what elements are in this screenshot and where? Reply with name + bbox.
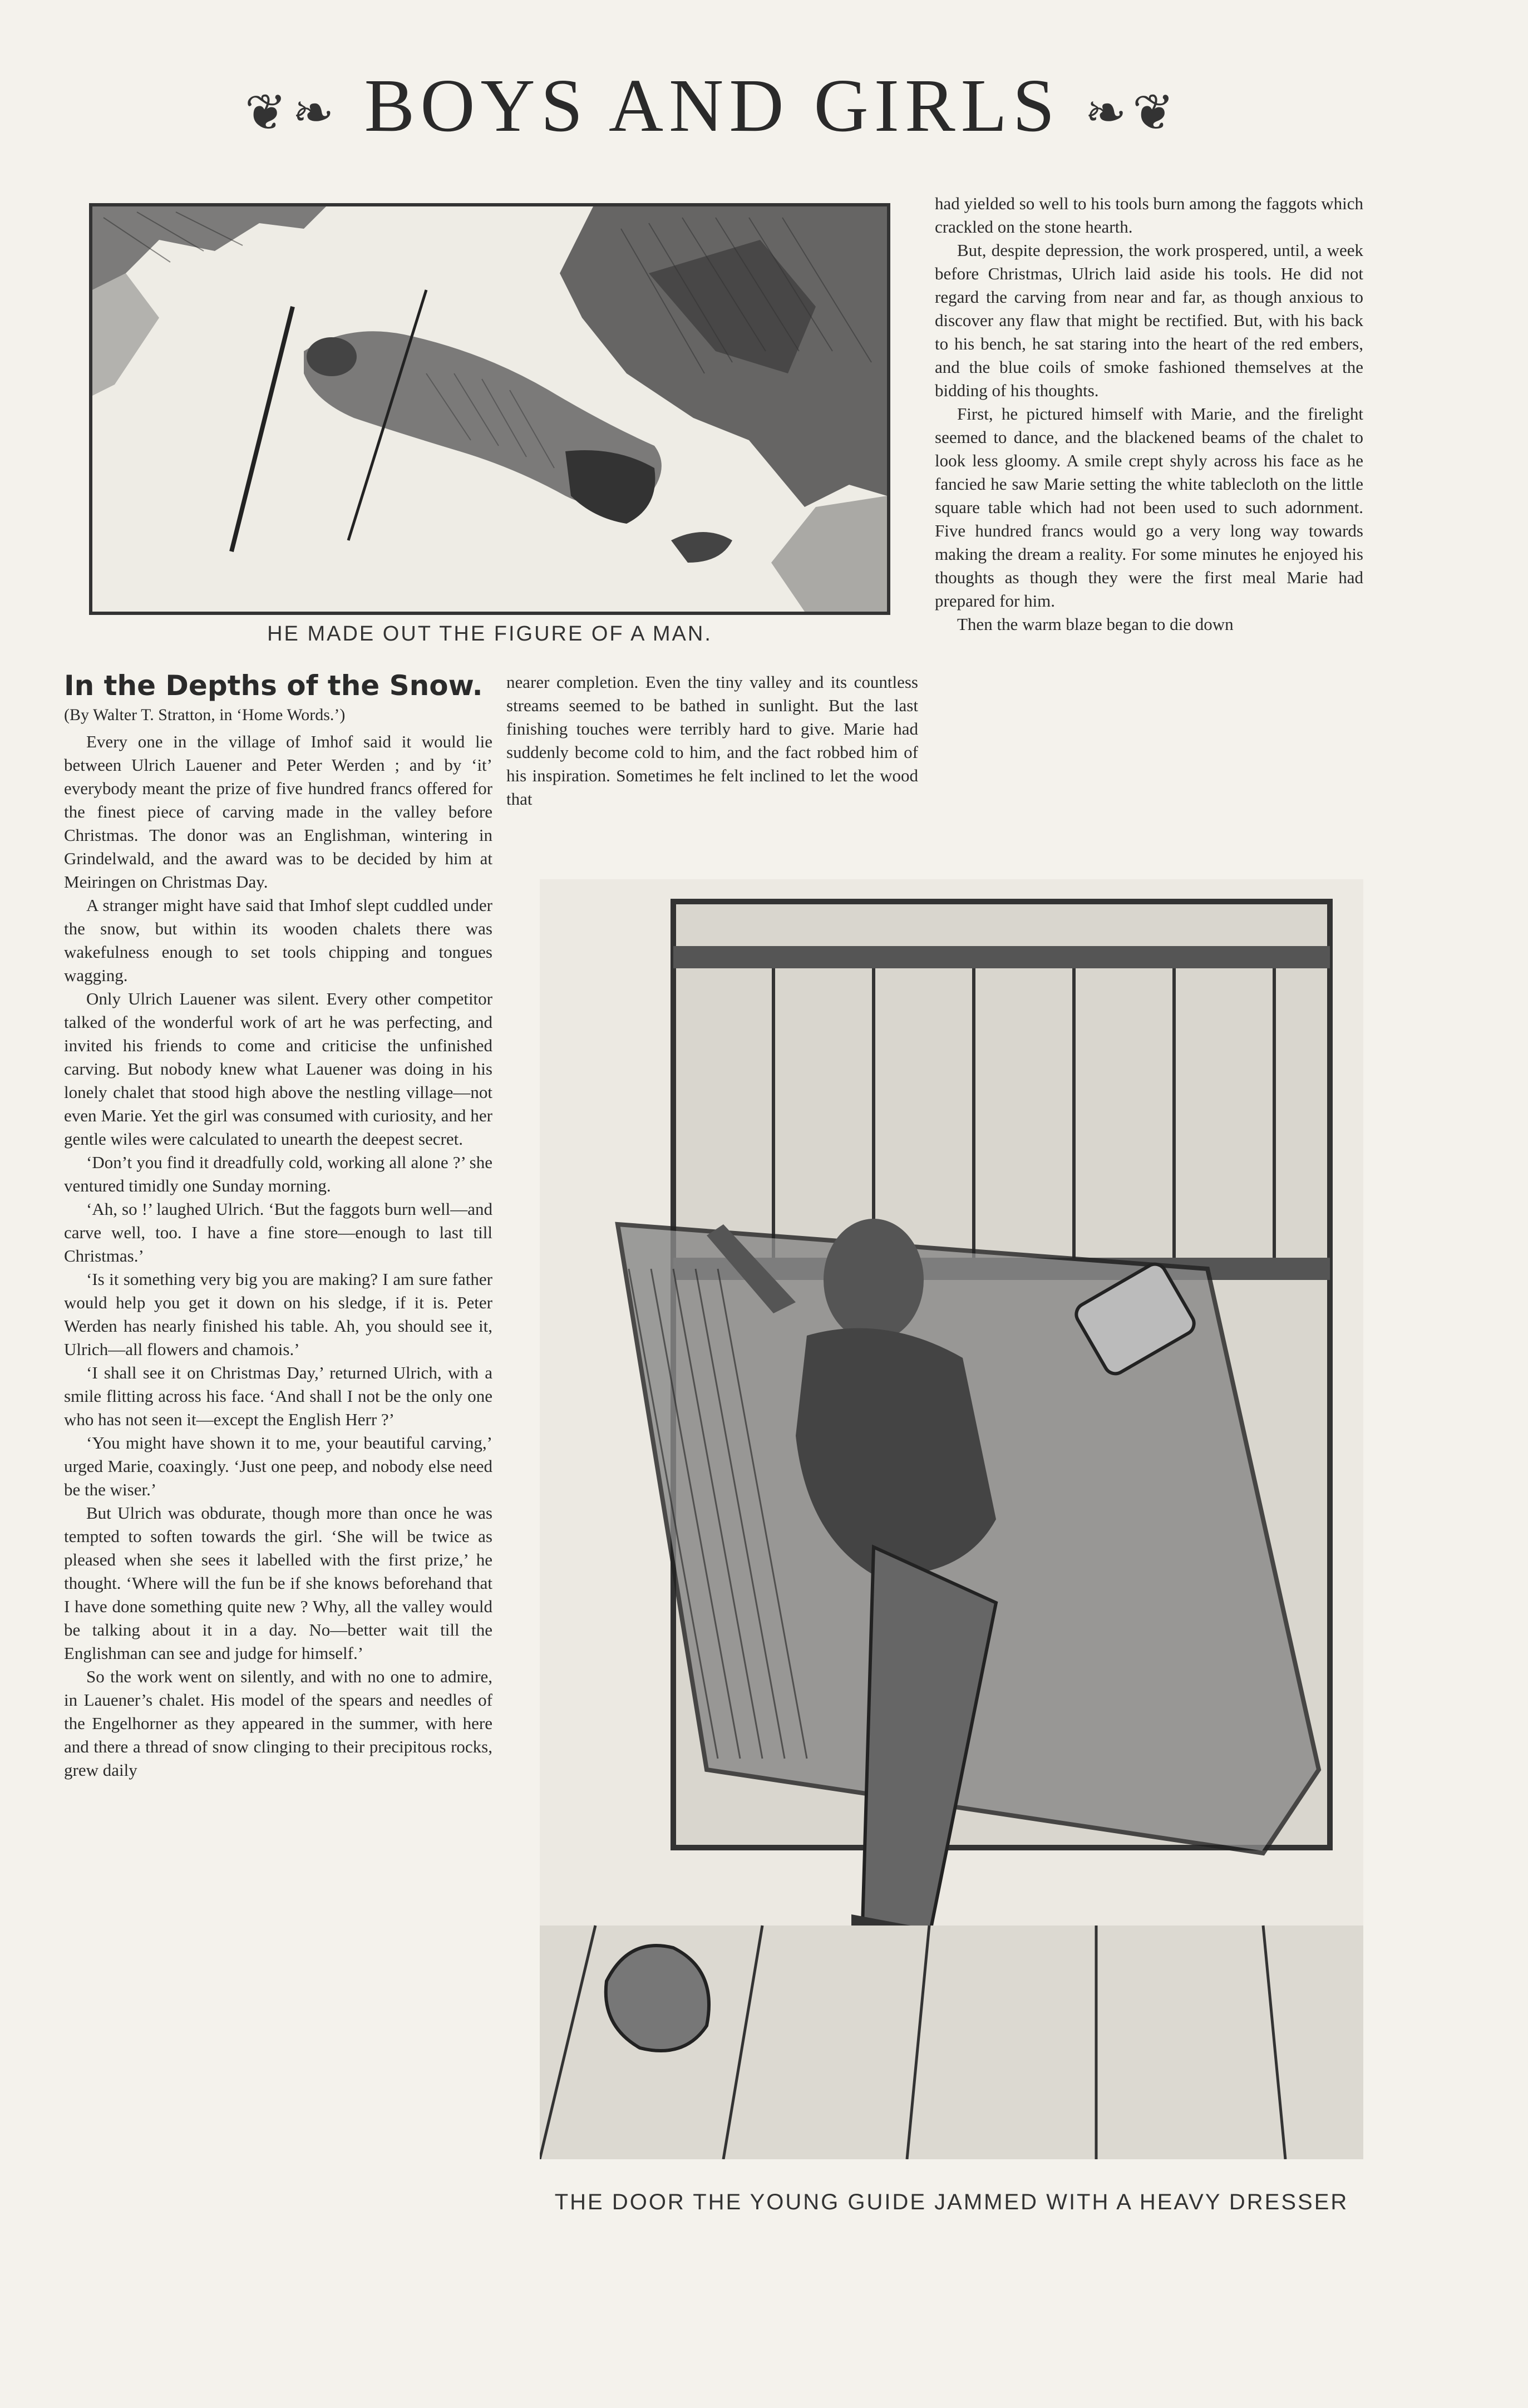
masthead-title: BOYS AND GIRLS [364,64,1061,147]
article-headline: In the Depths of the Snow. [64,669,483,702]
paragraph: ‘I shall see it on Christmas Day,’ returned Ulrich, with a smile flitting across his face. ‘And shall I not be the only one who has not seen it—except the English Herr ?’ [64,1363,492,1429]
article-column-1 [64,668,492,1782]
paragraph: ‘Ah, so !’ laughed Ulrich. ‘But the faggots burn well—and carve well, too. I have a fine store—enough to last till Christmas.’ [64,1199,492,1265]
masthead [239,61,1185,150]
illustration-snow-figure [89,203,890,615]
paragraph: But Ulrich was obdurate, though more than once he was tempted to soften towards the girl. ‘She will be twice as pleased when she sees it labelled with the first prize,’ he thought. ‘Where will the fun be if she knows beforehand that I have done something quite new ? Why, all the valley would be talking about it in a day. No—better wait till the Englishman can see and judge for himself.’ [64,1503,492,1663]
paragraph: nearer completion. Even the tiny valley and its countless streams seemed to be bathed in sunlight. But the last finishing touches were terribly hard to give. Marie had suddenly become cold to him, and the fact robbed him of his inspiration. Sometimes he felt inclined to let the wood that [506,672,918,809]
paragraph: had yielded so well to his tools burn among the faggots which crackled on the stone hearth. [935,194,1363,237]
left-ornament: ❦❧ [244,85,340,141]
paragraph: ‘Don’t you find it dreadfully cold, working all alone ?’ she ventured timidly one Sunday morning. [64,1153,492,1195]
paragraph: Only Ulrich Lauener was silent. Every other competitor talked of the wonderful work of art he was perfecting, and invited his friends to come and criticise the unfinished carving. But nobody knew what Lauener was doing in his lonely chalet that stood high above the nestling village—not even Marie. Yet the girl was consumed with curiosity, and her gentle wiles were calculated to unearth the deepest secret. [64,989,492,1149]
paragraph: Every one in the village of Imhof said it would lie between Ulrich Lauener and Peter Werden ; and by ‘it’ everybody meant the prize of five hundred francs offered for the finest piece of carving made in the valley before Christmas. The donor was an Englishman, wintering in Grindelwald, and the award was to be decided by him at Meiringen on Christmas Day. [64,732,492,892]
paragraph: But, despite depression, the work prospered, until, a week before Christmas, Ulrich laid aside his tools. He did not regard the carving from near and far, as though anxious to discover any flaw that might be rectified. But, with his back to his bench, he sat staring into the heart of the red embers, and the blue coils of smoke fashioned themselves at the bidding of his thoughts. [935,240,1363,400]
paragraph: So the work went on silently, and with no one to admire, in Lauener’s chalet. His model of the spears and needles of the Engelhorner as they appeared in the summer, with here and there a thread of snow clinging to their precipitous rocks, grew daily [64,1667,492,1780]
paragraph: ‘Is it something very big you are making? I am sure father would help you get it down on his sledge, if it is. Peter Werden has nearly finished his table. Ah, you should see it, Ulrich—all flowers and chamois.’ [64,1269,492,1359]
paragraph: A stranger might have said that Imhof slept cuddled under the snow, but within its wooden chalets there was wakefulness enough to set tools chipping and tongues wagging. [64,895,492,985]
figure-caption-1: HE MADE OUT THE FIGURE OF A MAN. [267,622,712,646]
article-column-3 [935,192,1363,636]
article-column-2 [506,671,918,811]
article-byline: (By Walter T. Stratton, in ‘Home Words.’) [64,706,346,724]
paragraph: First, he pictured himself with Marie, and the firelight seemed to dance, and the blackened beams of the chalet to look less gloomy. A smile crept shyly across his face as he fancied he saw Marie setting the white tablecloth on the little square table which had not been used to such adornment. Five hundred francs would go a very long way towards making the dream a reality. For some minutes he enjoyed his thoughts as though they were the first meal Marie had prepared for him. [935,404,1363,610]
illustration-door-dresser [540,879,1363,2159]
paragraph: ‘You might have shown it to me, your beautiful carving,’ urged Marie, coaxingly. ‘Just one peep, and nobody else need be the wiser.’ [64,1433,492,1499]
paragraph: Then the warm blaze began to die down [957,614,1234,634]
right-ornament: ❧❦ [1085,85,1180,141]
figure-caption-2: THE DOOR THE YOUNG GUIDE JAMMED WITH A HEAVY DRESSER [554,2190,1349,2214]
